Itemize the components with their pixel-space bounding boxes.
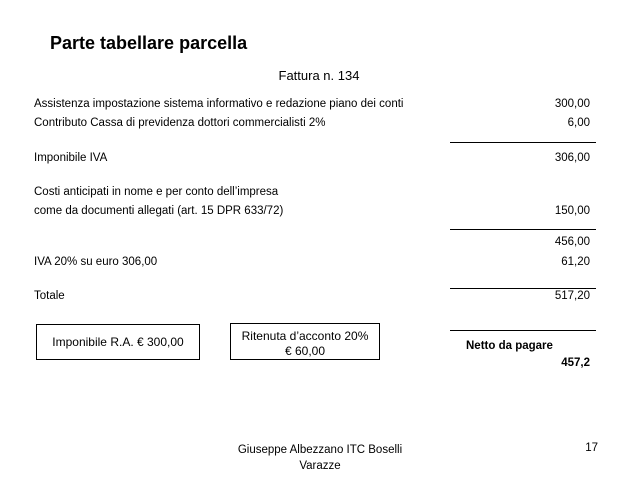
row-label-costi-anticipati: Costi anticipati in nome e per conto dell’impresa: [34, 186, 279, 198]
footer-line-2: Varazze: [299, 460, 341, 472]
row-amount-assistenza: 300,00: [554, 98, 590, 110]
row-label-imponibile-iva: Imponibile IVA: [34, 152, 108, 164]
slide-title: Parte tabellare parcella: [50, 33, 248, 53]
footer-author: [200, 442, 440, 474]
ritenuta-acconto-box: [230, 323, 380, 360]
divider-line: [450, 229, 596, 230]
imponibile-ra-box: Imponibile R.A. € 300,00: [36, 324, 200, 360]
row-amount-contributo: 6,00: [567, 117, 590, 129]
row-amount-imponibile-iva: 306,00: [554, 152, 590, 164]
row-amount-subtotale: 456,00: [554, 236, 590, 248]
divider-line: [450, 330, 596, 331]
row-label-iva: IVA 20% su euro 306,00: [34, 256, 158, 268]
divider-line: [450, 142, 596, 143]
row-label-assistenza: Assistenza impostazione sistema informativo e redazione piano dei conti: [34, 98, 404, 110]
footer-line-1: Giuseppe Albezzano ITC Boselli: [237, 444, 403, 456]
row-amount-iva: 61,20: [561, 256, 590, 268]
ritenuta-amount: € 60,00: [284, 344, 326, 358]
divider-line: [450, 288, 596, 289]
row-amount-totale: 517,20: [554, 290, 590, 302]
invoice-number: Fattura n. 134: [278, 68, 360, 83]
row-label-contributo: Contributo Cassa di previdenza dottori commercialisti 2%: [34, 117, 326, 129]
row-label-totale: Totale: [34, 290, 65, 302]
page-number: 17: [585, 442, 598, 454]
ritenuta-label: Ritenuta d’acconto 20%: [241, 329, 369, 343]
row-label-documenti-allegati: come da documenti allegati (art. 15 DPR 633/72): [34, 205, 284, 217]
row-amount-costi-anticipati: 150,00: [554, 205, 590, 217]
netto-label: Netto da pagare: [466, 340, 553, 352]
netto-value: 457,2: [561, 357, 590, 369]
